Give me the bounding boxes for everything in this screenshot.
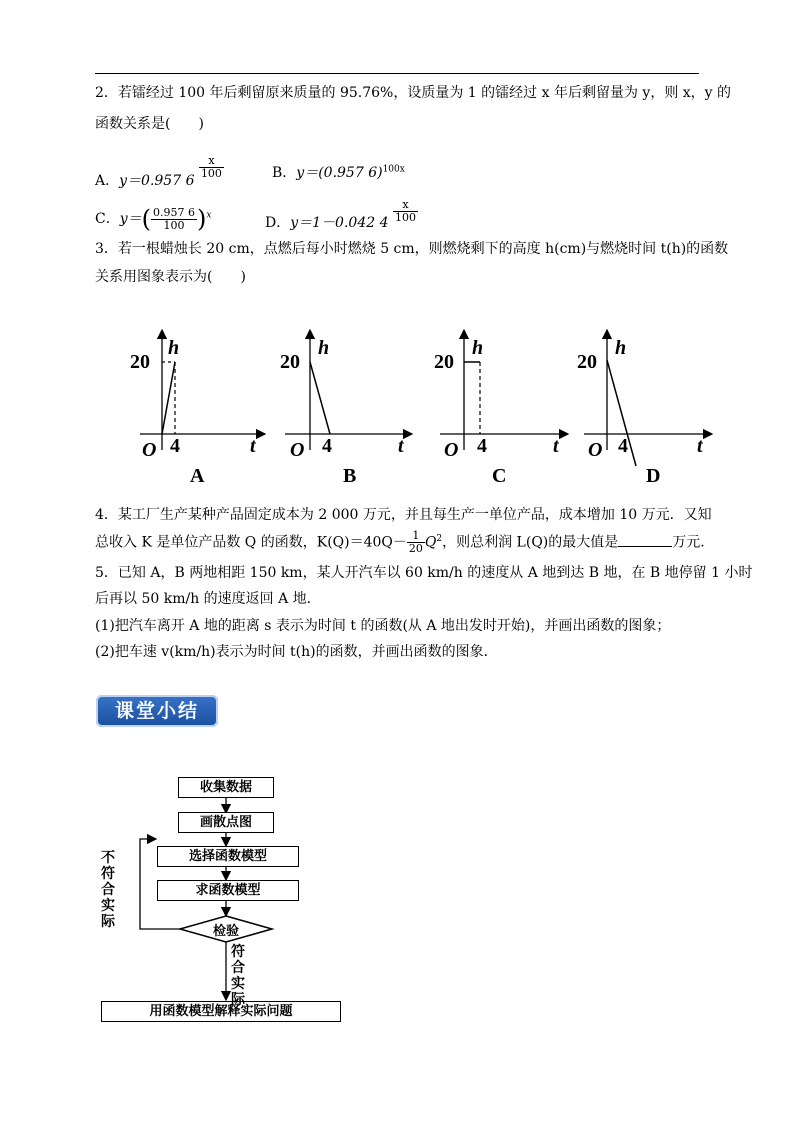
flow-step-find-model: 求函数模型 bbox=[157, 880, 299, 901]
graph-a-origin: O bbox=[142, 439, 157, 461]
graph-b-x-axis: t bbox=[398, 435, 404, 457]
graph-a-label: A bbox=[190, 465, 205, 487]
flow-fit-label: 符合实际 bbox=[231, 944, 245, 1008]
q5-part2: (2)把车速 v(km/h)表示为时间 t(h)的函数，并画出函数的图象． bbox=[95, 644, 498, 660]
flow-step-choose-model: 选择函数模型 bbox=[157, 846, 299, 867]
q2-option-b: B．y＝(0.957 6)$^{100x}$ bbox=[272, 164, 405, 181]
q4-line2: 总收入 K 是单位产品数 Q 的函数，K(Q)＝40Q－ $\frac{1}{20}$ $Q^2$，则总利润 L(Q)的最大值是 万元. bbox=[95, 529, 705, 556]
q2-line2: 函数关系是( ) bbox=[95, 116, 204, 132]
graph-c-y-axis: h bbox=[472, 337, 484, 359]
q3-line2: 关系用图象表示为( ) bbox=[95, 269, 246, 285]
q4-line1: 4．某工厂生产某种产品固定成本为 2 000 万元，并且每生产一单位产品，成本增加 10 万元．又知 bbox=[95, 507, 712, 523]
flow-not-fit-label: 不符合实际 bbox=[101, 850, 115, 930]
graph-d-x-axis: t bbox=[697, 435, 703, 457]
q2-option-c: C．y＝( $\frac{0.957 6}{100}$ )$^x$ bbox=[95, 205, 212, 233]
graph-d-y-axis: h bbox=[615, 337, 627, 359]
graph-c-label: C bbox=[492, 465, 507, 487]
graph-b-y-tick: 20 bbox=[280, 351, 300, 373]
graph-b-label: B bbox=[343, 465, 357, 487]
graph-c-x-axis: t bbox=[553, 435, 559, 457]
graph-a-x-axis: t bbox=[250, 435, 256, 457]
flow-step-explain: 用函数模型解释实际问题 bbox=[101, 1001, 341, 1022]
flow-step-check: 检验 bbox=[212, 924, 239, 939]
graph-a-y-axis: h bbox=[168, 337, 180, 359]
flow-step-scatter: 画散点图 bbox=[178, 812, 274, 833]
graph-b-origin: O bbox=[290, 439, 305, 461]
q2-line1: 2．若镭经过 100 年后剩留原来质量的 95.76%，设质量为 1 的镭经过 x 年后剩留量为 y，则 x，y 的 bbox=[95, 85, 732, 101]
graph-c-origin: O bbox=[444, 439, 459, 461]
graph-d-origin: O bbox=[588, 439, 603, 461]
flow-step-collect: 收集数据 bbox=[178, 777, 274, 798]
graph-c-y-tick: 20 bbox=[434, 351, 454, 373]
q3-line1: 3．若一根蜡烛长 20 cm，点燃后每小时燃烧 5 cm，则燃烧剩下的高度 h(cm)与燃烧时间 t(h)的函数 bbox=[95, 241, 729, 257]
graph-d-label: D bbox=[646, 465, 661, 487]
graph-a-x-tick: 4 bbox=[170, 435, 180, 457]
graph-b-x-tick: 4 bbox=[322, 435, 332, 457]
summary-badge: 课堂小结 bbox=[96, 695, 218, 727]
q5-line1: 5．已知 A，B 两地相距 150 km，某人开汽车以 60 km/h 的速度从 A 地到达 B 地，在 B 地停留 1 小时 bbox=[95, 565, 753, 581]
q5-line2: 后再以 50 km/h 的速度返回 A 地． bbox=[95, 591, 321, 607]
graph-b-y-axis: h bbox=[318, 337, 330, 359]
graph-a-y-tick: 20 bbox=[130, 351, 150, 373]
q2-option-d: D．y＝1－0.042 4 $\frac{x}{100}$ bbox=[265, 198, 416, 231]
graph-c-x-tick: 4 bbox=[477, 435, 487, 457]
graph-d-x-tick: 4 bbox=[618, 435, 628, 457]
q5-part1: (1)把汽车离开 A 地的距离 s 表示为时间 t 的函数(从 A 地出发时开始)，并画出函数的图象； bbox=[95, 618, 671, 634]
q2-option-a: A．y＝0.957 6 $\frac{x}{100}$ bbox=[95, 154, 222, 189]
graph-d-y-tick: 20 bbox=[577, 351, 597, 373]
